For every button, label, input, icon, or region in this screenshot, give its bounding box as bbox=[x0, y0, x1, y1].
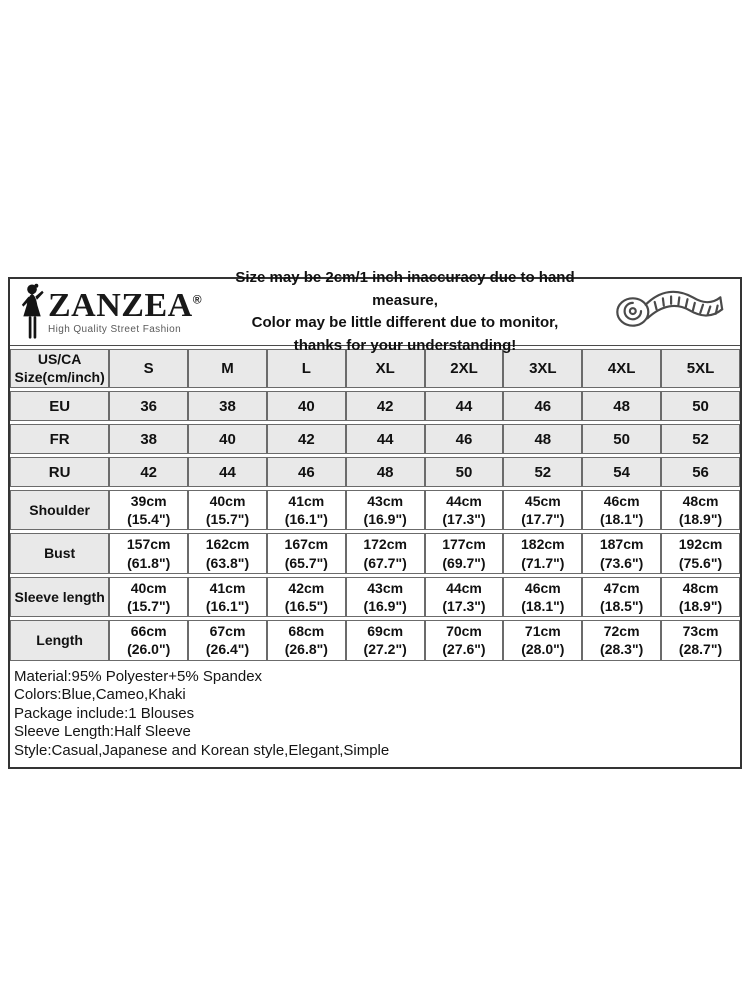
registered-mark: ® bbox=[192, 292, 203, 307]
measurement-inch: (18.1") bbox=[521, 597, 565, 614]
conversion-cell: 50 bbox=[661, 391, 740, 421]
conversion-cell: 46 bbox=[425, 424, 504, 454]
measurement-cell bbox=[188, 533, 267, 573]
measurement-cell bbox=[267, 620, 346, 660]
conversion-cell: 48 bbox=[503, 424, 582, 454]
measurement-cm: 46cm bbox=[524, 579, 561, 596]
measurement-cm: 48cm bbox=[682, 493, 719, 509]
measurement-inch: (69.7") bbox=[442, 554, 486, 571]
measurement-cm: 44cm bbox=[446, 579, 482, 596]
measurement-inch: (18.1") bbox=[600, 511, 644, 528]
measurement-inch: (65.7") bbox=[284, 554, 328, 571]
measurement-cm: 43cm bbox=[367, 493, 404, 509]
measurement-inch: (17.3") bbox=[442, 597, 486, 614]
conversion-cell: 42 bbox=[267, 424, 346, 454]
row-label: Bust bbox=[10, 533, 109, 573]
conversion-cell: 56 bbox=[661, 457, 740, 487]
measurement-inch: (18.5") bbox=[600, 597, 644, 614]
measurement-cm: 39cm bbox=[130, 493, 167, 509]
measurement-cell bbox=[346, 533, 425, 573]
corner-header-cell bbox=[10, 349, 109, 388]
measurement-row bbox=[10, 620, 740, 660]
conversion-cell: 44 bbox=[425, 391, 504, 421]
conversion-cell: 44 bbox=[346, 424, 425, 454]
measurement-cell bbox=[503, 490, 582, 530]
measurement-cell bbox=[346, 577, 425, 617]
measurement-cm: 167cm bbox=[284, 536, 329, 553]
conversion-cell: 50 bbox=[582, 424, 661, 454]
measurement-cell bbox=[503, 577, 582, 617]
measurement-inch: (67.7") bbox=[363, 554, 407, 571]
measurement-inch: (28.0") bbox=[521, 641, 565, 658]
conversion-cell: 44 bbox=[188, 457, 267, 487]
measurement-cm: 40cm bbox=[130, 579, 167, 596]
measurement-cm: 40cm bbox=[209, 493, 246, 509]
conversion-cell: 40 bbox=[188, 424, 267, 454]
measurement-cm: 44cm bbox=[446, 493, 482, 509]
measurement-cm: 66cm bbox=[130, 623, 167, 640]
measurement-cm: 43cm bbox=[367, 579, 404, 596]
product-note: Material:95% Polyester+5% Spandex bbox=[14, 667, 263, 685]
disclaimer-line-2: Color may be little different due to monitor, bbox=[251, 314, 559, 331]
conversion-cell: 46 bbox=[267, 457, 346, 487]
measurement-cm: 71cm bbox=[524, 623, 561, 640]
measurement-cm: 46cm bbox=[603, 493, 640, 509]
row-label: Length bbox=[10, 620, 109, 660]
measurement-inch: (17.7") bbox=[521, 511, 565, 528]
measurement-cell bbox=[661, 533, 740, 573]
conversion-cell: 42 bbox=[346, 391, 425, 421]
measurement-inch: (15.7") bbox=[205, 511, 250, 528]
tape-measure-icon bbox=[598, 281, 736, 343]
row-label: Shoulder bbox=[10, 490, 109, 530]
measurement-cell bbox=[188, 577, 267, 617]
measurement-inch: (71.7") bbox=[521, 554, 565, 571]
measurement-inch: (26.0") bbox=[127, 641, 171, 658]
measurement-cell bbox=[582, 620, 661, 660]
measurement-cm: 172cm bbox=[363, 536, 407, 553]
measurement-inch: (16.5") bbox=[284, 597, 328, 614]
measurement-cm: 157cm bbox=[126, 536, 171, 553]
size-chart-body bbox=[10, 349, 740, 661]
measurement-cm: 45cm bbox=[524, 493, 561, 509]
measurement-cm: 41cm bbox=[288, 493, 325, 509]
measurement-cell bbox=[109, 577, 188, 617]
measurement-cell bbox=[346, 490, 425, 530]
measurement-inch: (27.6") bbox=[442, 641, 486, 658]
size-column-header: S bbox=[109, 349, 188, 388]
brand-tagline: High Quality Street Fashion bbox=[48, 324, 182, 335]
measurement-row bbox=[10, 577, 740, 617]
measurement-inch: (63.8") bbox=[205, 554, 250, 571]
brand-logo bbox=[14, 283, 212, 341]
measurement-cell bbox=[109, 620, 188, 660]
product-note: Colors:Blue,Cameo,Khaki bbox=[14, 686, 186, 703]
product-note: Style:Casual,Japanese and Korean style,Elegant,Simple bbox=[14, 741, 390, 759]
measurement-cell bbox=[582, 533, 661, 573]
size-column-header: 4XL bbox=[582, 349, 661, 388]
measurement-cm: 162cm bbox=[205, 536, 250, 553]
measurement-cm: 47cm bbox=[603, 579, 640, 596]
measurement-cell bbox=[425, 577, 504, 617]
measurement-inch: (18.9") bbox=[678, 511, 723, 528]
measurement-cell bbox=[425, 490, 504, 530]
row-label: EU bbox=[10, 391, 109, 421]
conversion-row bbox=[10, 424, 740, 454]
measurement-cell bbox=[188, 620, 267, 660]
measurement-cm: 177cm bbox=[442, 536, 486, 553]
measurement-inch: (16.9") bbox=[363, 597, 407, 614]
measurement-cell bbox=[582, 490, 661, 530]
conversion-cell: 48 bbox=[582, 391, 661, 421]
conversion-cell: 42 bbox=[109, 457, 188, 487]
measurement-inch: (73.6") bbox=[600, 554, 644, 571]
product-note: Sleeve Length:Half Sleeve bbox=[14, 723, 191, 740]
corner-header-line: Size(cm/inch) bbox=[14, 368, 105, 385]
measurement-cm: 192cm bbox=[678, 536, 723, 553]
size-column-header: 3XL bbox=[503, 349, 582, 388]
measurement-cm: 68cm bbox=[288, 623, 325, 640]
size-column-header: L bbox=[267, 349, 346, 388]
conversion-cell: 38 bbox=[109, 424, 188, 454]
disclaimer-line-3: thanks for your understanding! bbox=[293, 336, 517, 354]
measurement-cm: 72cm bbox=[603, 623, 640, 640]
measurement-inch: (17.3") bbox=[442, 511, 486, 528]
size-chart-table bbox=[10, 346, 740, 664]
measurement-cell bbox=[425, 533, 504, 573]
measurement-cell bbox=[503, 620, 582, 660]
brand-name: ZANZEA® bbox=[48, 287, 203, 324]
conversion-cell: 52 bbox=[661, 424, 740, 454]
row-label: FR bbox=[10, 424, 109, 454]
measurement-inch: (61.8") bbox=[127, 554, 171, 571]
measurement-cm: 42cm bbox=[288, 579, 325, 596]
size-column-header: XL bbox=[346, 349, 425, 388]
conversion-cell: 48 bbox=[346, 457, 425, 487]
measurement-cell bbox=[346, 620, 425, 660]
measurement-cell bbox=[425, 620, 504, 660]
size-column-header: 5XL bbox=[661, 349, 740, 388]
measurement-cm: 41cm bbox=[209, 579, 246, 596]
measurement-cm: 187cm bbox=[599, 536, 644, 553]
header-band bbox=[10, 269, 740, 354]
measurement-inch: (16.9") bbox=[363, 511, 407, 528]
size-chart-sheet bbox=[8, 269, 742, 769]
measurement-inch: (18.9") bbox=[678, 597, 723, 614]
conversion-cell: 38 bbox=[188, 391, 267, 421]
measurement-cm: 182cm bbox=[521, 536, 565, 553]
measurement-cell bbox=[582, 577, 661, 617]
measurement-cm: 69cm bbox=[367, 623, 404, 640]
measurement-cell bbox=[503, 533, 582, 573]
size-disclaimer bbox=[212, 267, 598, 357]
measurement-inch: (16.1") bbox=[284, 511, 328, 528]
size-column-header: M bbox=[188, 349, 267, 388]
measurement-cell bbox=[267, 533, 346, 573]
conversion-cell: 36 bbox=[109, 391, 188, 421]
measurement-inch: (15.4") bbox=[127, 511, 171, 528]
measurement-cell bbox=[188, 490, 267, 530]
measurement-cell bbox=[267, 577, 346, 617]
measurement-inch: (28.3") bbox=[600, 641, 644, 658]
row-label: Sleeve length bbox=[10, 577, 109, 617]
measurement-inch: (27.2") bbox=[363, 641, 407, 658]
measurement-inch: (16.1") bbox=[205, 597, 250, 614]
conversion-cell: 46 bbox=[503, 391, 582, 421]
measurement-cell bbox=[109, 533, 188, 573]
measurement-inch: (75.6") bbox=[678, 554, 723, 571]
measurement-row bbox=[10, 533, 740, 573]
measurement-cell bbox=[661, 620, 740, 660]
measurement-cell bbox=[109, 490, 188, 530]
conversion-row bbox=[10, 457, 740, 487]
measurement-inch: (26.8") bbox=[284, 641, 328, 658]
conversion-cell: 40 bbox=[267, 391, 346, 421]
measurement-cm: 70cm bbox=[446, 623, 482, 640]
conversion-cell: 52 bbox=[503, 457, 582, 487]
disclaimer-line-1: Size may be 2cm/1 inch inaccuracy due to hand measure, bbox=[235, 269, 575, 309]
measurement-inch: (28.7") bbox=[678, 641, 723, 658]
conversion-row bbox=[10, 391, 740, 421]
product-notes bbox=[10, 664, 740, 768]
measurement-inch: (15.7") bbox=[127, 597, 171, 614]
conversion-cell: 50 bbox=[425, 457, 504, 487]
product-note: Package include:1 Blouses bbox=[14, 704, 195, 722]
woman-silhouette-icon bbox=[20, 283, 46, 341]
row-label: RU bbox=[10, 457, 109, 487]
measurement-cell bbox=[267, 490, 346, 530]
measurement-cm: 67cm bbox=[209, 623, 246, 640]
size-column-header: 2XL bbox=[425, 349, 504, 388]
measurement-cm: 48cm bbox=[682, 579, 719, 596]
conversion-cell: 54 bbox=[582, 457, 661, 487]
measurement-row bbox=[10, 490, 740, 530]
brand-text bbox=[48, 289, 202, 335]
measurement-inch: (26.4") bbox=[205, 641, 250, 658]
measurement-cell bbox=[661, 490, 740, 530]
measurement-cell bbox=[661, 577, 740, 617]
corner-header-line: US/CA bbox=[37, 351, 82, 367]
measurement-cm: 73cm bbox=[682, 623, 719, 640]
